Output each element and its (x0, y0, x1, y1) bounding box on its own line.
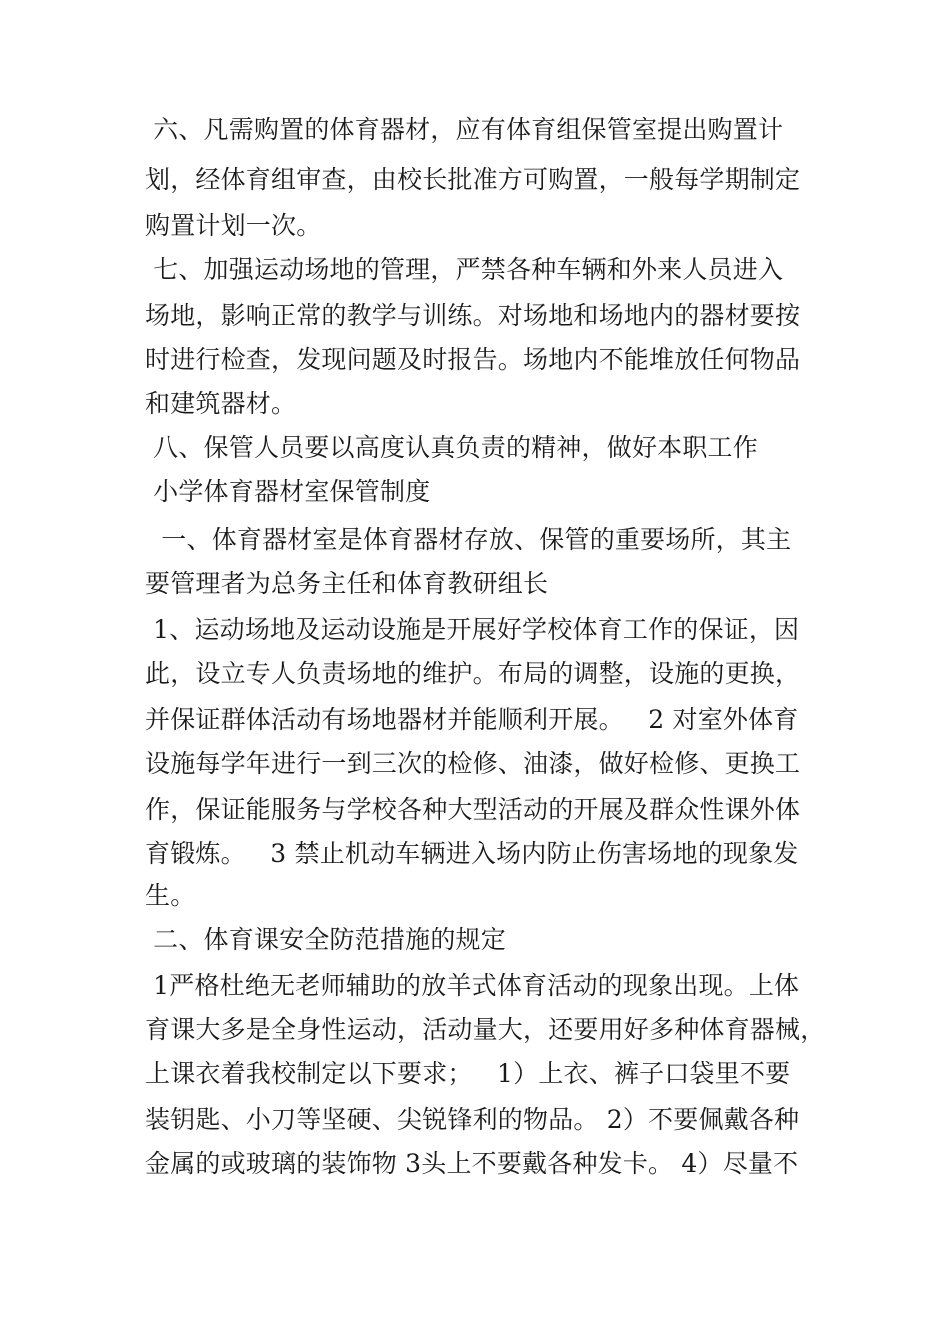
text-line: 场地，影响正常的教学与训练。对场地和场地内的器材要按 (145, 301, 801, 330)
text-line: 此，设立专人负责场地的维护。布局的调整，设施的更换， (145, 659, 801, 688)
text-line: 要管理者为总务主任和体育教研组长 (145, 569, 549, 598)
text-line: 时进行检查，发现问题及时报告。场地内不能堆放任何物品 (145, 345, 801, 374)
text-line: 七、加强运动场地的管理，严禁各种车辆和外来人员进入 (145, 255, 784, 284)
text-line: 育课大多是全身性运动，活动量大，还要用好多种体育器械， (145, 1015, 826, 1044)
text-line: 八、保管人员要以高度认真负责的精神，做好本职工作 (145, 433, 758, 462)
text-line: 购置计划一次。 (145, 211, 322, 240)
text-line: 装钥匙、小刀等坚硬、尖锐锋利的物品。 2）不要佩戴各种 (145, 1105, 800, 1134)
text-line: 划，经体育组审查，由校长批准方可购置，一般每学期制定 (145, 165, 801, 194)
text-line: 生。 (145, 881, 196, 910)
text-line: 和建筑器材。 (145, 389, 297, 418)
text-line: 设施每学年进行一到三次的检修、油漆，做好检修、更换工 (145, 749, 801, 778)
text-line: 作，保证能服务与学校各种大型活动的开展及群众性课外体 (145, 795, 801, 824)
text-line: 1严格杜绝无老师辅助的放羊式体育活动的现象出现。上体 (145, 971, 800, 1000)
text-line: 并保证群体活动有场地器材并能顺利开展。 2 对室外体育 (145, 705, 799, 734)
text-line: 上课衣着我校制定以下要求； 1）上衣、裤子口袋里不要 (145, 1059, 791, 1088)
section-heading: 小学体育器材室保管制度 (145, 477, 431, 506)
text-line: 金属的或玻璃的装饰物 3头上不要戴各种发卡。 4）尽量不 (145, 1149, 799, 1178)
text-line: 二、体育课安全防范措施的规定 (145, 925, 506, 954)
text-line: 1、运动场地及运动设施是开展好学校体育工作的保证，因 (145, 615, 800, 644)
text-line: 六、凡需购置的体育器材，应有体育组保管室提出购置计 (145, 115, 784, 144)
text-line: 一、体育器材室是体育器材存放、保管的重要场所，其主 (145, 525, 792, 554)
text-line: 育锻炼。 3 禁止机动车辆进入场内防止伤害场地的现象发 (145, 839, 799, 868)
